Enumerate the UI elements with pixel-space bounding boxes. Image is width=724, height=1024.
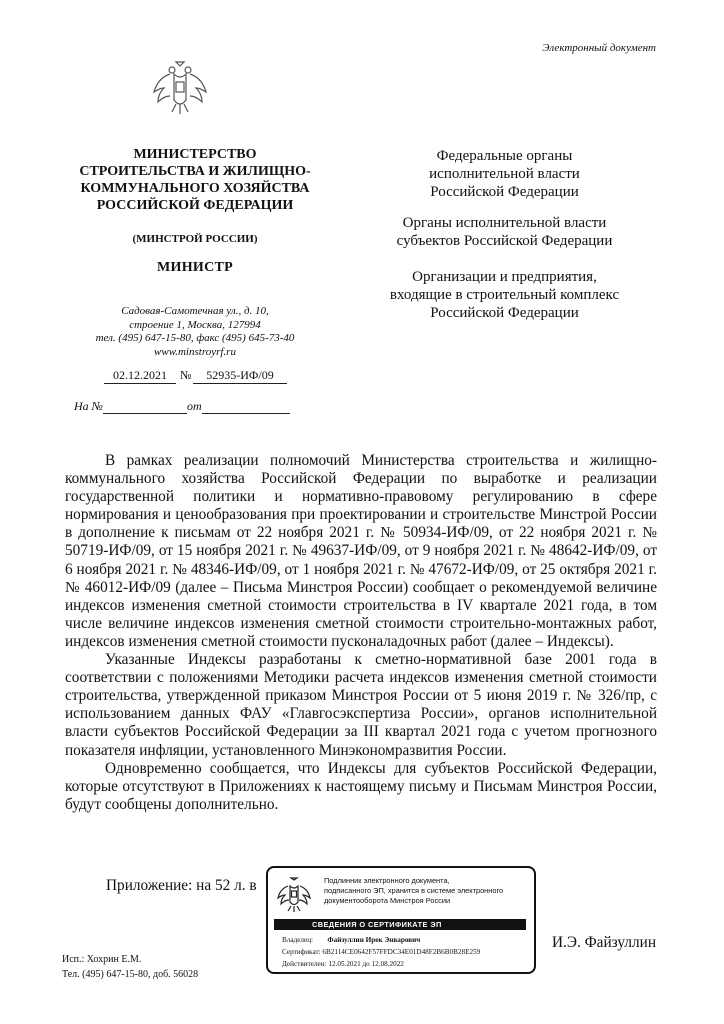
recipient-line: Российской Федерации [430,184,579,200]
executor-phone: Тел. (495) 647-15-80, доб. 56028 [62,969,199,980]
letter-body [65,452,657,814]
coat-of-arms-emblem [148,56,212,120]
body-paragraph: Указанные Индексы разработаны к сметно-нормативной базе 2001 года в соответствии с положениями Методики расчета индексов изменения сметной стоимости строительства, утвержденной приказом Минстроя России от 5 июня 2019 г. № 326/пр, с использованием данных ФАУ «Главгосэкспертиза России», органов исполнительной власти субъектов Российской Федерации за III квартал 2021 года с учетом прогнозного показателя инфляции, установленного Минэкономразвития России. [65,651,657,759]
reference-line [74,399,290,414]
stamp-valid-label: Действителен: [282,960,327,968]
recipient-line: Организации и предприятия, [412,269,597,285]
recipient-line: исполнительной власти [429,166,580,182]
address-line: Садовая-Самотечная ул., д. 10, [121,305,269,317]
document-date: 02.12.2021 [104,368,176,384]
stamp-cert: 6B2114CE0642F57FFDC34E01D48F2B6B0B28E259 [322,948,481,956]
ministry-line: СТРОИТЕЛЬСТВА И ЖИЛИЩНО- [79,164,311,179]
address-line: тел. (495) 647-15-80, факс (495) 645-73-40 [95,332,295,344]
recipient-line: Федеральные органы [436,148,573,164]
body-paragraph: В рамках реализации полномочий Министерства строительства и жилищно-коммунального хозяйства Российской Федерации по выработке и реализации государственной политики и нормативно-правовому регулированию в сфере нормирования и ценообразования при проектировании и строительстве Минстрой России в дополнение к письмам от 22 ноября 2021 г. № 50934-ИФ/09, от 22 ноября 2021 г. № 50719-ИФ/09, от 15 ноября 2021 г. № 49637-ИФ/09, от 9 ноября 2021 г. № 48642-ИФ/09, от 6 ноября 2021 г. № 48346-ИФ/09, от 1 ноября 2021 г. № 47672-ИФ/09, от 25 октября 2021 г. № 46012-ИФ/09 (далее – Письма Минстроя России) сообщает о рекомендуемой величине индексов изменения сметной стоимости строительства в IV квартале 2021 года, в том числе величине индексов изменения сметной стоимости строительно-монтажных работ, индексов изменения сметной стоимости пусконаладочных работ (далее – Индексы). [65,452,657,650]
sender-position: МИНИСТР [157,260,233,275]
number-sign: № [180,368,192,382]
address-line: строение 1, Москва, 127994 [129,318,261,331]
electronic-signature-stamp [266,866,536,974]
recipient-line: Российской Федерации [430,305,579,321]
stamp-owner: Файзуллин Ирек Энварович [327,936,421,944]
emblem-icon [276,876,312,922]
stamp-title-bar: СВЕДЕНИЯ О СЕРТИФИКАТЕ ЭП [274,919,526,930]
ministry-name [40,146,350,214]
stamp-cert-label: Сертификат: [282,948,321,956]
body-paragraph: Одновременно сообщается, что Индексы для субъектов Российской Федерации, которые отсутствуют в Приложениях к настоящему письму и Письмам Минстроя России, будут сообщены дополнительно. [65,759,657,813]
ministry-short-name: (МИНСТРОЙ РОССИИ) [132,233,258,245]
stamp-header-line: документооборота Минстроя России [324,896,451,905]
stamp-valid: 12.05.2021 до 12.08.2022 [328,960,404,968]
recipient-block [352,268,657,322]
ministry-line: РОССИЙСКОЙ ФЕДЕРАЦИИ [96,198,294,213]
executor-info [62,952,198,982]
stamp-owner-row [282,935,420,945]
recipient-block [352,147,657,201]
address-line: www.minstroyrf.ru [154,345,236,358]
recipient-line: субъектов Российской Федерации [396,233,613,249]
electronic-document-label: Электронный документ [542,42,656,54]
executor-name: Исп.: Хохрин Е.М. [62,954,142,965]
ministry-line: КОММУНАЛЬНОГО ХОЗЯЙСТВА [80,181,310,196]
reference-date-blank [202,401,290,414]
stamp-owner-label: Владелец: [282,936,314,944]
signer-name: И.Э. Файзуллин [551,934,656,951]
sender-address [40,305,350,359]
stamp-cert-row [282,947,480,957]
recipient-block [352,214,657,250]
document-number: 52935-ИФ/09 [193,368,287,384]
ministry-line: МИНИСТЕРСТВО [133,147,257,162]
reference-from-label: от [186,399,202,413]
recipient-line: Органы исполнительной власти [402,215,607,231]
stamp-header [324,876,529,906]
recipient-line: входящие в строительный комплекс [389,287,620,303]
reference-label: На № [74,399,103,413]
stamp-header-line: Подлинник электронного документа, [324,876,450,885]
stamp-header-line: подписанного ЭП, хранится в системе электронного [324,886,504,895]
reference-number-blank [103,401,187,414]
attachment-note: Приложение: на 52 л. в [106,877,257,894]
stamp-valid-row [282,959,404,969]
